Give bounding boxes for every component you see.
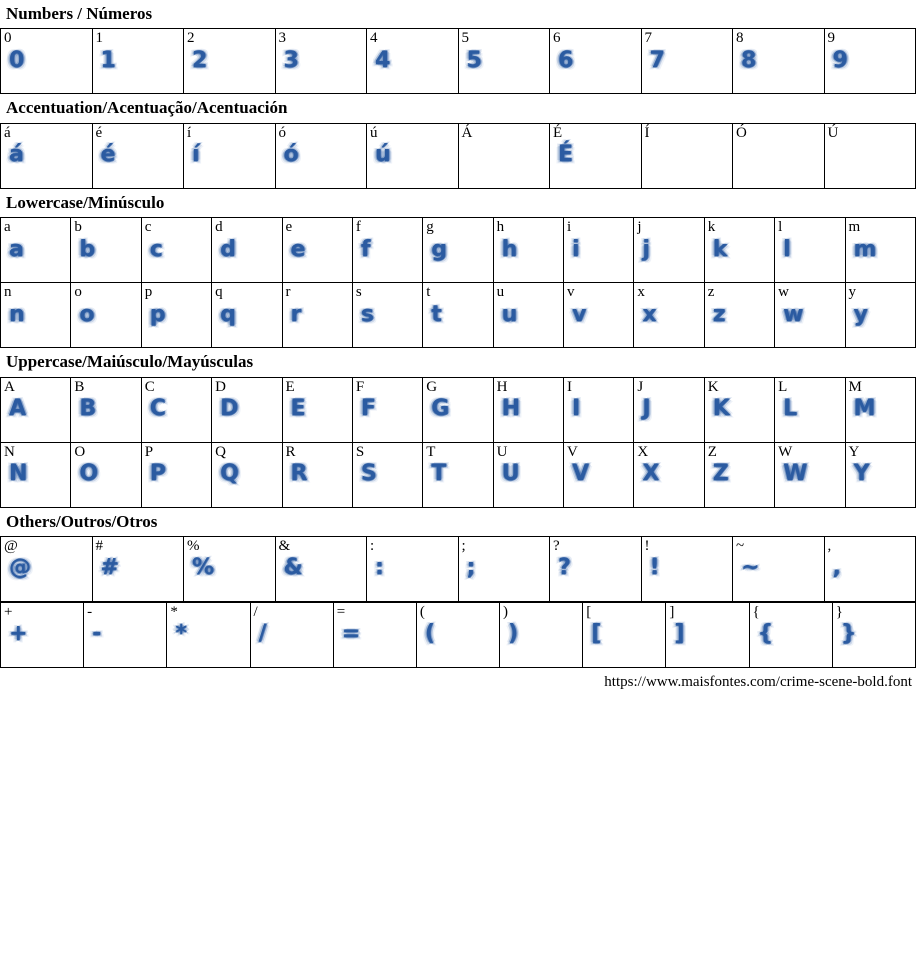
glyph-grid-others [0, 536, 916, 602]
char-label: i [567, 219, 572, 236]
glyph-cell-u[interactable] [493, 283, 563, 348]
char-label: f [355, 219, 361, 236]
char-label: L [778, 378, 788, 395]
glyph-cell-Iacute[interactable] [641, 123, 733, 188]
glyph-cell-0[interactable] [1, 29, 93, 94]
char-label: S [355, 443, 365, 460]
glyph-sample: e [290, 236, 306, 262]
glyph-sample: 4 [375, 47, 391, 73]
char-label: u [496, 284, 505, 301]
char-label: + [4, 603, 13, 620]
glyph-cell-aacute[interactable] [1, 123, 93, 188]
glyph-sample: B [79, 396, 97, 422]
glyph-sample: - [92, 621, 102, 647]
char-label: 2 [187, 30, 195, 47]
char-label: ! [644, 537, 650, 554]
glyph-cell-n[interactable] [1, 283, 71, 348]
section-title-others: Others/Outros/Otros [6, 511, 158, 531]
glyph-sample: s [360, 301, 374, 327]
glyph-cell-Q[interactable] [212, 442, 282, 507]
char-label: É [553, 124, 563, 141]
glyph-cell-l[interactable] [775, 218, 845, 283]
glyph-sample: q [220, 301, 236, 327]
char-label: s [355, 284, 362, 301]
glyph-sample: * [175, 621, 187, 647]
glyph-cell-x[interactable] [634, 283, 704, 348]
glyph-sample: T [431, 461, 447, 487]
glyph-sample: 7 [649, 47, 665, 73]
glyph-cell-paren-open[interactable] [416, 602, 499, 667]
glyph-cell-exclamation[interactable] [641, 536, 733, 601]
glyph-cell-brace-close[interactable] [832, 602, 915, 667]
glyph-sample: R [290, 461, 308, 487]
glyph-sample: # [100, 555, 119, 581]
glyph-cell-m[interactable] [845, 218, 916, 283]
glyph-cell-a[interactable] [1, 218, 71, 283]
glyph-cell-U[interactable] [493, 442, 563, 507]
glyph-cell-7[interactable] [641, 29, 733, 94]
char-label: ? [553, 537, 560, 554]
char-label: e [285, 219, 293, 236]
glyph-sample: ; [466, 555, 476, 581]
glyph-sample: = [341, 621, 361, 647]
char-label: U [496, 443, 508, 460]
glyph-cell-colon[interactable] [367, 536, 459, 601]
glyph-sample: h [501, 236, 518, 262]
glyph-cell-Oacute[interactable] [733, 123, 825, 188]
char-label: ] [669, 603, 675, 620]
glyph-sample: 0 [9, 47, 25, 73]
char-label: ; [461, 537, 466, 554]
char-label: Ó [736, 124, 747, 141]
char-label: t [426, 284, 431, 301]
glyph-sample: j [642, 236, 650, 262]
glyph-sample: , [832, 555, 841, 581]
char-label: X [637, 443, 649, 460]
glyph-cell-4[interactable] [367, 29, 459, 94]
glyph-cell-iacute[interactable] [184, 123, 276, 188]
char-label: ~ [736, 537, 745, 554]
char-label: M [848, 378, 862, 395]
char-label: Í [644, 124, 650, 141]
char-label: p [144, 284, 153, 301]
glyph-sample: d [220, 236, 236, 262]
glyph-sample: z [712, 301, 726, 327]
glyph-cell-tilde[interactable] [733, 536, 825, 601]
section-title-uppercase: Uppercase/Maiúsculo/Mayúsculas [6, 352, 254, 372]
char-label: [ [586, 603, 592, 620]
glyph-row [1, 602, 916, 667]
glyph-cell-Uacute[interactable] [824, 123, 916, 188]
char-label: O [74, 443, 86, 460]
char-label: D [215, 378, 226, 395]
glyph-sample: : [375, 555, 384, 581]
char-label: / [253, 603, 258, 620]
char-label: B [74, 378, 85, 395]
glyph-cell-M[interactable] [845, 377, 916, 442]
char-label: 7 [644, 30, 652, 47]
glyph-sample: ( [424, 621, 435, 647]
glyph-cell-bracket-open[interactable] [583, 602, 666, 667]
glyph-sample: w [783, 301, 804, 327]
glyph-sample: o [79, 301, 95, 327]
glyph-cell-8[interactable] [733, 29, 825, 94]
glyph-cell-K[interactable] [704, 377, 774, 442]
char-label: l [778, 219, 783, 236]
char-label: R [285, 443, 296, 460]
glyph-row [1, 283, 916, 348]
glyph-sample: x [642, 301, 657, 327]
char-label: % [187, 537, 200, 554]
section-title-accentuation: Accentuation/Acentuação/Acentuación [6, 98, 288, 118]
char-label: P [144, 443, 154, 460]
char-label: C [144, 378, 155, 395]
char-label: - [87, 603, 93, 620]
char-label: A [4, 378, 15, 395]
section-title-lowercase: Lowercase/Minúsculo [6, 192, 165, 212]
char-label: Z [707, 443, 717, 460]
char-label: 9 [827, 30, 835, 47]
char-label: T [426, 443, 436, 460]
char-label: b [74, 219, 82, 236]
glyph-sample: É [558, 142, 574, 168]
glyph-sample: { [757, 621, 774, 647]
char-label: # [95, 537, 103, 554]
glyph-sample: é [100, 142, 116, 168]
glyph-sample: X [642, 461, 660, 487]
char-label: q [215, 284, 223, 301]
glyph-sample: k [712, 236, 728, 262]
char-label: 6 [553, 30, 561, 47]
glyph-cell-w[interactable] [775, 283, 845, 348]
glyph-sample: ) [508, 621, 519, 647]
glyph-cell-t[interactable] [423, 283, 493, 348]
char-label: 4 [370, 30, 378, 47]
char-label: w [778, 284, 789, 301]
char-label: F [355, 378, 365, 395]
char-label: á [4, 124, 11, 141]
glyph-cell-G[interactable] [423, 377, 493, 442]
glyph-cell-Z[interactable] [704, 442, 774, 507]
glyph-sample: Y [853, 461, 870, 487]
char-label: z [707, 284, 715, 301]
glyph-sample: m [853, 236, 877, 262]
glyph-cell-equals[interactable] [333, 602, 416, 667]
glyph-sample: 3 [283, 47, 299, 73]
glyph-row [1, 29, 916, 94]
glyph-cell-9[interactable] [824, 29, 916, 94]
char-label: = [336, 603, 346, 620]
glyph-cell-minus[interactable] [84, 602, 167, 667]
char-label: o [74, 284, 82, 301]
glyph-sample: u [501, 301, 518, 327]
glyph-cell-s[interactable] [352, 283, 422, 348]
glyph-cell-Aacute[interactable] [458, 123, 550, 188]
glyph-sample: & [283, 555, 303, 581]
glyph-sample: 5 [466, 47, 482, 73]
source-url[interactable]: https://www.maisfontes.com/crime-scene-bold.font [604, 673, 912, 690]
char-label: @ [4, 537, 18, 554]
glyph-sample: S [360, 461, 377, 487]
glyph-cell-V[interactable] [564, 442, 634, 507]
glyph-cell-X[interactable] [634, 442, 704, 507]
glyph-cell-1[interactable] [92, 29, 184, 94]
glyph-cell-C[interactable] [141, 377, 211, 442]
char-label: ó [278, 124, 286, 141]
glyph-sample: F [360, 396, 376, 422]
char-label: Ú [827, 124, 839, 141]
glyph-sample: } [840, 621, 857, 647]
glyph-grid-accentuation [0, 123, 916, 189]
glyph-cell-O[interactable] [71, 442, 141, 507]
glyph-sample: y [853, 301, 868, 327]
glyph-cell-at[interactable] [1, 536, 93, 601]
glyph-cell-L[interactable] [775, 377, 845, 442]
glyph-row [1, 218, 916, 283]
glyph-sample: N [9, 461, 28, 487]
glyph-sample: v [572, 301, 587, 327]
glyph-cell-2[interactable] [184, 29, 276, 94]
glyph-sample: J [642, 396, 651, 422]
glyph-cell-T[interactable] [423, 442, 493, 507]
glyph-sample: L [783, 396, 798, 422]
char-label: c [144, 219, 152, 236]
char-label: W [778, 443, 793, 460]
char-label: 1 [95, 30, 103, 47]
glyph-cell-Eacute[interactable] [550, 123, 642, 188]
glyph-sample: W [783, 461, 808, 487]
glyph-cell-k[interactable] [704, 218, 774, 283]
glyph-sample: [ [591, 621, 602, 647]
glyph-cell-Y[interactable] [845, 442, 916, 507]
glyph-sample: 2 [192, 47, 208, 73]
glyph-cell-z[interactable] [704, 283, 774, 348]
glyph-row [1, 123, 916, 188]
glyph-sample: @ [9, 555, 31, 581]
glyph-sample: 8 [741, 47, 757, 73]
glyph-sample: K [712, 396, 730, 422]
glyph-cell-6[interactable] [550, 29, 642, 94]
glyph-cell-eacute[interactable] [92, 123, 184, 188]
char-label: * [170, 603, 178, 620]
glyph-sample: Z [712, 461, 729, 487]
char-label: G [426, 378, 438, 395]
glyph-cell-i[interactable] [564, 218, 634, 283]
glyph-grid-lowercase [0, 217, 916, 348]
glyph-cell-oacute[interactable] [275, 123, 367, 188]
glyph-sample: 6 [558, 47, 574, 73]
glyph-cell-b[interactable] [71, 218, 141, 283]
glyph-cell-e[interactable] [282, 218, 352, 283]
glyph-sample: % [192, 555, 215, 581]
glyph-sample: G [431, 396, 450, 422]
glyph-sample: I [572, 396, 581, 422]
char-label: & [278, 537, 291, 554]
glyph-sample: l [783, 236, 791, 262]
char-label: ) [503, 603, 509, 620]
glyph-sample: c [149, 236, 163, 262]
glyph-cell-y[interactable] [845, 283, 916, 348]
char-label: h [496, 219, 505, 236]
glyph-sample: ú [375, 142, 391, 168]
glyph-row [1, 536, 916, 601]
glyph-row [1, 377, 916, 442]
glyph-cell-question[interactable] [550, 536, 642, 601]
glyph-sample: t [431, 301, 442, 327]
glyph-cell-B[interactable] [71, 377, 141, 442]
glyph-sample: Q [220, 461, 239, 487]
glyph-cell-E[interactable] [282, 377, 352, 442]
glyph-cell-A[interactable] [1, 377, 71, 442]
glyph-cell-semicolon[interactable] [458, 536, 550, 601]
glyph-cell-slash[interactable] [250, 602, 333, 667]
glyph-cell-paren-close[interactable] [500, 602, 583, 667]
glyph-sample: O [79, 461, 99, 487]
glyph-sample: b [79, 236, 96, 262]
glyph-cell-v[interactable] [564, 283, 634, 348]
glyph-grid-uppercase [0, 377, 916, 508]
char-label: 5 [461, 30, 469, 47]
glyph-cell-j[interactable] [634, 218, 704, 283]
glyph-cell-h[interactable] [493, 218, 563, 283]
glyph-cell-percent[interactable] [184, 536, 276, 601]
glyph-cell-S[interactable] [352, 442, 422, 507]
glyph-sample: ] [674, 621, 685, 647]
glyph-cell-H[interactable] [493, 377, 563, 442]
glyph-sample: U [501, 461, 520, 487]
char-label: : [370, 537, 375, 554]
glyph-sample: 1 [100, 47, 116, 73]
char-label: K [707, 378, 719, 395]
glyph-sample: i [572, 236, 580, 262]
char-label: N [4, 443, 15, 460]
glyph-cell-brace-open[interactable] [749, 602, 832, 667]
glyph-cell-q[interactable] [212, 283, 282, 348]
glyph-cell-comma[interactable] [824, 536, 916, 601]
char-label: V [567, 443, 578, 460]
glyph-sample: n [9, 301, 25, 327]
char-label: r [285, 284, 291, 301]
glyph-cell-asterisk[interactable] [167, 602, 250, 667]
glyph-cell-r[interactable] [282, 283, 352, 348]
glyph-sample: ! [649, 555, 660, 581]
glyph-sample: + [9, 621, 28, 647]
glyph-sample: C [149, 396, 166, 422]
glyph-sample: g [431, 236, 447, 262]
glyph-sample: ó [283, 142, 299, 168]
glyph-cell-J[interactable] [634, 377, 704, 442]
char-label: n [4, 284, 12, 301]
char-label: y [848, 284, 856, 301]
glyph-sample: p [149, 301, 166, 327]
char-label: E [285, 378, 295, 395]
char-label: 8 [736, 30, 744, 47]
char-label: é [95, 124, 103, 141]
glyph-cell-F[interactable] [352, 377, 422, 442]
char-label: H [496, 378, 508, 395]
char-label: x [637, 284, 645, 301]
glyph-cell-W[interactable] [775, 442, 845, 507]
glyph-grid-numbers [0, 28, 916, 94]
char-label: Y [848, 443, 860, 460]
glyph-cell-o[interactable] [71, 283, 141, 348]
char-label: a [4, 219, 11, 236]
char-label: ú [370, 124, 378, 141]
char-label: d [215, 219, 223, 236]
glyph-sample: D [220, 396, 239, 422]
glyph-sample: A [9, 396, 27, 422]
section-title-numbers: Numbers / Números [6, 4, 153, 23]
glyph-cell-ampersand[interactable] [275, 536, 367, 601]
glyph-cell-5[interactable] [458, 29, 550, 94]
glyph-sample: r [290, 301, 302, 327]
glyph-sample: M [853, 396, 876, 422]
glyph-sample: á [9, 142, 24, 168]
glyph-cell-R[interactable] [282, 442, 352, 507]
char-label: } [835, 603, 843, 620]
char-label: 0 [4, 30, 12, 47]
char-label: 3 [278, 30, 286, 47]
glyph-sample: H [501, 396, 521, 422]
glyph-cell-hash[interactable] [92, 536, 184, 601]
glyph-cell-P[interactable] [141, 442, 211, 507]
glyph-cell-uacute[interactable] [367, 123, 459, 188]
glyph-grid-others-2 [0, 602, 916, 668]
char-label: m [848, 219, 861, 236]
glyph-sample: 9 [832, 47, 848, 73]
char-label: , [827, 537, 832, 554]
glyph-sample: ? [558, 555, 571, 581]
glyph-sample: í [192, 142, 200, 168]
char-label: j [637, 219, 642, 236]
glyph-row [1, 442, 916, 507]
char-label: I [567, 378, 572, 395]
glyph-cell-bracket-close[interactable] [666, 602, 749, 667]
char-label: g [426, 219, 434, 236]
glyph-sample: V [572, 461, 590, 487]
glyph-cell-g[interactable] [423, 218, 493, 283]
glyph-cell-plus[interactable] [1, 602, 84, 667]
glyph-cell-3[interactable] [275, 29, 367, 94]
char-label: Á [461, 124, 473, 141]
char-label: J [637, 378, 644, 395]
glyph-sample: f [360, 236, 371, 262]
char-label: ( [419, 603, 425, 620]
char-label: k [707, 219, 716, 236]
glyph-cell-d[interactable] [212, 218, 282, 283]
char-label: í [187, 124, 192, 141]
glyph-cell-f[interactable] [352, 218, 422, 283]
glyph-cell-I[interactable] [564, 377, 634, 442]
glyph-sample: P [149, 461, 166, 487]
char-label: { [752, 603, 760, 620]
glyph-cell-D[interactable] [212, 377, 282, 442]
glyph-cell-c[interactable] [141, 218, 211, 283]
char-label: Q [215, 443, 226, 460]
glyph-cell-N[interactable] [1, 442, 71, 507]
glyph-cell-p[interactable] [141, 283, 211, 348]
char-label: v [567, 284, 575, 301]
glyph-sample: / [258, 621, 267, 647]
glyph-sample: E [290, 396, 306, 422]
glyph-sample: a [9, 236, 24, 262]
glyph-sample: ~ [741, 555, 760, 581]
